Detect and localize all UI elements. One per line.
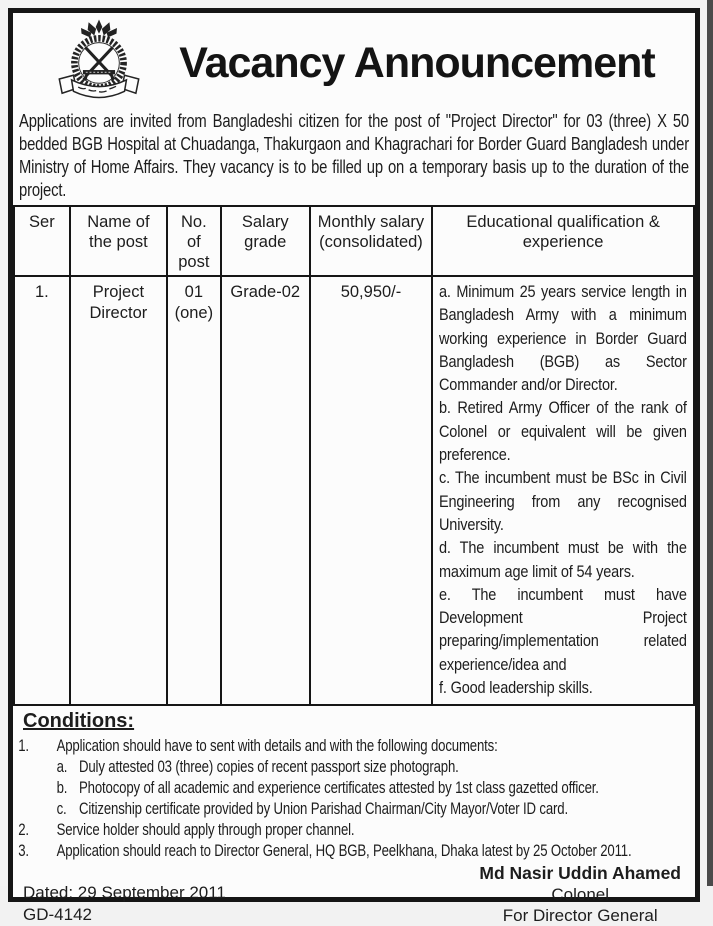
document-footer: [13, 863, 695, 926]
condition-text: Service holder should apply through proper channel.: [56, 821, 355, 840]
cell-qualification: [432, 276, 694, 705]
qualification-item: e. The incumbent must have Development Project preparing/implementation related experience/idea and: [439, 585, 687, 674]
col-header-qualification: Educational qualification & experience: [432, 206, 694, 276]
condition-number: 2.: [18, 821, 29, 840]
col-header-no-of-post: No. of post: [167, 206, 221, 276]
condition-sub-item: [57, 757, 691, 778]
qualification-item: c. The incumbent must be BSc in Civil Engineering from any recognised University.: [439, 469, 687, 534]
sub-item-letter: c.: [56, 800, 67, 819]
col-header-monthly-salary: Monthly salary (consolidated): [310, 206, 432, 276]
qualification-item: f. Good leadership skills.: [439, 679, 593, 698]
conditions-heading: Conditions:: [23, 710, 135, 733]
gd-number: GD-4142: [23, 905, 92, 925]
vacancy-table: [13, 205, 695, 706]
col-header-salary-grade: Salary grade: [221, 206, 310, 276]
condition-sub-item: [57, 778, 691, 799]
condition-item: [15, 736, 691, 820]
footer-left-block: [23, 882, 226, 926]
col-header-ser: Ser: [14, 206, 70, 276]
sub-item-letter: b.: [56, 779, 68, 798]
cell-salary-grade: Grade-02: [221, 276, 310, 705]
sub-item-text: Citizenship certificate provided by Union Parishad Chairman/City Mayor/Voter ID card.: [79, 800, 568, 819]
condition-text: Application should have to sent with details and with the following documents:: [56, 737, 498, 756]
cell-post-name: Project Director: [70, 276, 167, 705]
bgb-crest-logo-icon: [47, 18, 151, 106]
qualification-item: d. The incumbent must be with the maximum age limit of 54 years.: [439, 539, 687, 581]
condition-sub-item: [57, 799, 691, 820]
intro-section: [19, 109, 689, 203]
sub-item-letter: a.: [56, 758, 68, 777]
conditions-section: [13, 706, 695, 862]
table-row: [14, 276, 694, 705]
signature-block: [479, 863, 681, 926]
sub-item-text: Photocopy of all academic and experience certificates attested by 1st class gazetted officer.: [79, 779, 599, 798]
condition-number: 1.: [18, 737, 29, 756]
qualification-item: a. Minimum 25 years service length in Bangladesh Army with a minimum working experience in Border Guard Bangladesh (BGB) as Sector Commander and/or Director.: [439, 283, 687, 395]
table-header-row: [14, 206, 694, 276]
condition-item: [15, 820, 691, 841]
condition-number: 3.: [18, 842, 29, 861]
signatory-rank: Colonel: [551, 885, 610, 905]
condition-text: Application should reach to Director General, HQ BGB, Peelkhana, Dhaka latest by 25 October 2011.: [56, 842, 632, 861]
page-title: Vacancy Announcement: [179, 38, 655, 87]
signatory-title: For Director General: [502, 906, 658, 926]
cell-ser: 1.: [14, 276, 70, 705]
vacancy-announcement-document: [8, 8, 700, 926]
cell-monthly-salary: 50,950/-: [310, 276, 432, 705]
cell-no-of-post: 01 (one): [167, 276, 221, 705]
signatory-name: Md Nasir Uddin Ahamed: [479, 863, 681, 884]
col-header-post-name: Name of the post: [70, 206, 167, 276]
intro-paragraph: Applications are invited from Bangladeshi citizen for the post of "Project Director" for 03 (three) X 50 bedded BGB Hospital at Chuadanga, Thakurgaon and Khagrachari for Border Guard Bangladesh under Ministry of Home Affairs. They vacancy is to be filled up on a temporary basis up to the duration of the project.: [19, 110, 689, 200]
sub-item-text: Duly attested 03 (three) copies of recent passport size photograph.: [79, 758, 459, 777]
condition-item: [15, 841, 691, 862]
document-header: [13, 13, 695, 107]
scan-edge-artifact: [707, 0, 713, 886]
dated-line: Dated: 29 September 2011: [23, 883, 226, 903]
qualification-item: b. Retired Army Officer of the rank of Colonel or equivalent will be given preference.: [439, 399, 687, 465]
